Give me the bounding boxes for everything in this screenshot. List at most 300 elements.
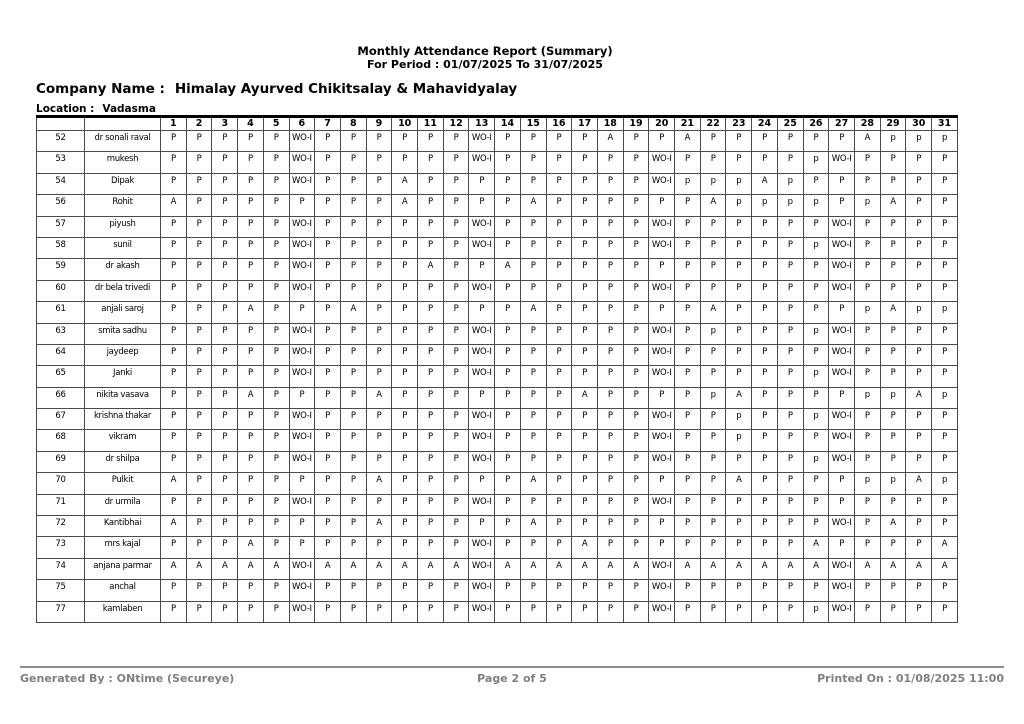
attendance-cell: P [520, 173, 546, 194]
attendance-cell: P [854, 516, 880, 537]
attendance-cell: P [161, 366, 187, 387]
employee-name-cell: mukesh [85, 152, 161, 173]
attendance-cell: P [443, 537, 469, 558]
attendance-cell: P [752, 601, 778, 622]
attendance-cell: P [315, 344, 341, 365]
attendance-cell: P [752, 473, 778, 494]
attendance-cell: P [752, 516, 778, 537]
attendance-cell: P [623, 302, 649, 323]
attendance-cell: P [932, 280, 958, 301]
attendance-cell: P [777, 216, 803, 237]
attendance-cell: P [161, 302, 187, 323]
attendance-cell: P [161, 259, 187, 280]
attendance-cell: P [520, 344, 546, 365]
employee-id-column-header [37, 117, 85, 131]
attendance-cell: P [469, 473, 495, 494]
attendance-cell: WO-I [289, 451, 315, 472]
attendance-cell: P [623, 580, 649, 601]
attendance-cell: WO-I [289, 344, 315, 365]
attendance-cell: P [597, 430, 623, 451]
attendance-cell: A [238, 537, 264, 558]
attendance-cell: P [854, 344, 880, 365]
day-header: 25 [777, 117, 803, 131]
attendance-cell: P [161, 387, 187, 408]
attendance-cell: A [572, 558, 598, 579]
attendance-cell: P [443, 601, 469, 622]
attendance-cell: P [752, 366, 778, 387]
attendance-cell: p [726, 409, 752, 430]
attendance-cell: P [212, 152, 238, 173]
attendance-cell: p [932, 473, 958, 494]
attendance-cell: P [340, 152, 366, 173]
attendance-cell: P [700, 601, 726, 622]
attendance-cell: P [623, 131, 649, 152]
company-name-value: Himalay Ayurved Chikitsalay & Mahavidyalay [174, 81, 518, 97]
attendance-cell: P [495, 516, 521, 537]
day-header: 14 [495, 117, 521, 131]
attendance-cell: P [649, 195, 675, 216]
attendance-cell: WO-I [289, 580, 315, 601]
attendance-cell: P [752, 131, 778, 152]
attendance-cell: P [161, 430, 187, 451]
attendance-cell: A [880, 558, 906, 579]
attendance-cell: P [520, 259, 546, 280]
attendance-cell: p [803, 366, 829, 387]
attendance-cell: P [597, 195, 623, 216]
attendance-cell: P [932, 430, 958, 451]
attendance-cell: WO-I [649, 601, 675, 622]
attendance-cell: P [520, 430, 546, 451]
attendance-cell: P [572, 237, 598, 258]
attendance-cell: P [238, 430, 264, 451]
attendance-cell: P [263, 216, 289, 237]
attendance-cell: P [443, 216, 469, 237]
day-header: 28 [854, 117, 880, 131]
attendance-cell: P [495, 601, 521, 622]
attendance-cell: WO-I [649, 558, 675, 579]
attendance-cell: P [238, 344, 264, 365]
attendance-cell: P [623, 473, 649, 494]
attendance-cell: P [418, 537, 444, 558]
attendance-cell: WO-I [829, 216, 855, 237]
attendance-cell: P [752, 387, 778, 408]
report-header [0, 44, 970, 72]
attendance-cell: P [495, 344, 521, 365]
attendance-cell: P [520, 152, 546, 173]
attendance-cell: P [546, 344, 572, 365]
attendance-cell: A [340, 302, 366, 323]
attendance-cell: P [777, 259, 803, 280]
employee-name-cell: dr akash [85, 259, 161, 280]
attendance-cell: p [777, 173, 803, 194]
attendance-cell: P [340, 259, 366, 280]
attendance-cell: P [932, 601, 958, 622]
attendance-cell: WO-I [289, 173, 315, 194]
employee-name-cell: dr urmila [85, 494, 161, 515]
attendance-cell: P [726, 280, 752, 301]
attendance-cell: WO-I [289, 259, 315, 280]
attendance-cell: P [315, 195, 341, 216]
attendance-cell: WO-I [829, 451, 855, 472]
attendance-cell: P [315, 131, 341, 152]
attendance-cell: P [803, 473, 829, 494]
attendance-cell: WO-I [289, 366, 315, 387]
attendance-cell: P [932, 409, 958, 430]
attendance-cell: P [392, 302, 418, 323]
attendance-cell: P [186, 409, 212, 430]
attendance-cell: P [520, 237, 546, 258]
employee-id-cell: 53 [37, 152, 85, 173]
attendance-cell: P [238, 173, 264, 194]
attendance-cell: P [443, 131, 469, 152]
attendance-cell: P [854, 280, 880, 301]
attendance-cell: P [752, 237, 778, 258]
report-period: For Period : 01/07/2025 To 31/07/2025 [367, 58, 603, 72]
attendance-cell: P [700, 451, 726, 472]
attendance-cell: P [880, 430, 906, 451]
attendance-cell: A [392, 195, 418, 216]
attendance-cell: A [366, 387, 392, 408]
attendance-cell: A [906, 473, 932, 494]
employee-id-cell: 66 [37, 387, 85, 408]
printed-on-text: Printed On : 01/08/2025 11:00 [817, 672, 1004, 685]
attendance-cell: WO-I [829, 558, 855, 579]
generated-by-text: Generated By : ONtime (Secureye) [20, 672, 235, 685]
attendance-cell: P [392, 131, 418, 152]
table-row [37, 537, 958, 558]
attendance-cell: P [186, 237, 212, 258]
attendance-cell: P [546, 302, 572, 323]
attendance-cell: P [675, 216, 701, 237]
attendance-cell: P [495, 537, 521, 558]
table-row [37, 409, 958, 430]
attendance-cell: P [700, 280, 726, 301]
attendance-cell: P [340, 494, 366, 515]
attendance-cell: A [932, 537, 958, 558]
attendance-cell: P [700, 216, 726, 237]
attendance-cell: WO-I [829, 516, 855, 537]
attendance-cell: P [623, 280, 649, 301]
attendance-cell: P [418, 580, 444, 601]
attendance-cell: P [520, 366, 546, 387]
attendance-cell: P [186, 516, 212, 537]
attendance-cell: p [700, 173, 726, 194]
attendance-cell: P [366, 537, 392, 558]
attendance-cell: A [700, 558, 726, 579]
attendance-cell: P [340, 516, 366, 537]
attendance-cell: P [546, 173, 572, 194]
attendance-cell: P [906, 237, 932, 258]
attendance-cell: P [597, 409, 623, 430]
employee-id-cell: 70 [37, 473, 85, 494]
attendance-cell: P [777, 237, 803, 258]
attendance-cell: P [932, 152, 958, 173]
attendance-cell: P [495, 580, 521, 601]
attendance-cell: A [161, 473, 187, 494]
attendance-cell: P [212, 409, 238, 430]
attendance-cell: P [829, 473, 855, 494]
attendance-cell: P [495, 280, 521, 301]
attendance-cell: A [880, 302, 906, 323]
attendance-cell: P [315, 537, 341, 558]
attendance-cell: P [700, 259, 726, 280]
day-header: 19 [623, 117, 649, 131]
attendance-cell: P [289, 516, 315, 537]
attendance-cell: A [803, 537, 829, 558]
attendance-cell: A [520, 558, 546, 579]
attendance-cell: P [803, 344, 829, 365]
company-name-label: Company Name : [36, 81, 165, 97]
attendance-cell: P [675, 152, 701, 173]
attendance-cell: P [906, 195, 932, 216]
attendance-cell: P [700, 494, 726, 515]
attendance-cell: A [366, 558, 392, 579]
attendance-cell: WO-I [469, 131, 495, 152]
attendance-cell: P [932, 237, 958, 258]
attendance-cell: P [752, 152, 778, 173]
attendance-cell: A [726, 558, 752, 579]
attendance-cell: P [752, 323, 778, 344]
attendance-cell: P [675, 430, 701, 451]
attendance-cell: P [623, 237, 649, 258]
attendance-cell: P [572, 473, 598, 494]
attendance-cell: WO-I [469, 580, 495, 601]
attendance-cell: P [186, 302, 212, 323]
attendance-cell: WO-I [649, 216, 675, 237]
attendance-cell: P [366, 259, 392, 280]
attendance-cell: P [212, 131, 238, 152]
day-header: 5 [263, 117, 289, 131]
attendance-cell: P [443, 280, 469, 301]
attendance-cell: P [854, 152, 880, 173]
attendance-cell: WO-I [469, 430, 495, 451]
attendance-cell: P [392, 451, 418, 472]
day-header: 23 [726, 117, 752, 131]
attendance-cell: A [495, 259, 521, 280]
attendance-cell: P [572, 580, 598, 601]
attendance-cell: A [366, 473, 392, 494]
attendance-cell: P [238, 409, 264, 430]
attendance-cell: A [520, 195, 546, 216]
attendance-cell: P [495, 387, 521, 408]
attendance-cell: P [752, 537, 778, 558]
attendance-cell: P [803, 580, 829, 601]
attendance-cell: P [186, 259, 212, 280]
attendance-cell: P [726, 216, 752, 237]
attendance-cell: P [777, 302, 803, 323]
attendance-cell: P [366, 430, 392, 451]
attendance-cell: P [546, 430, 572, 451]
attendance-cell: p [700, 387, 726, 408]
attendance-cell: P [443, 580, 469, 601]
attendance-cell: P [186, 323, 212, 344]
day-header: 8 [340, 117, 366, 131]
attendance-cell: P [829, 387, 855, 408]
attendance-cell: A [418, 259, 444, 280]
attendance-cell: P [829, 537, 855, 558]
attendance-cell: p [932, 302, 958, 323]
table-row [37, 237, 958, 258]
attendance-cell: P [572, 344, 598, 365]
attendance-cell: P [597, 580, 623, 601]
attendance-cell: WO-I [649, 430, 675, 451]
attendance-cell: P [726, 323, 752, 344]
day-header: 22 [700, 117, 726, 131]
attendance-cell: P [238, 259, 264, 280]
attendance-cell: P [623, 409, 649, 430]
attendance-cell: P [906, 344, 932, 365]
attendance-cell: P [315, 237, 341, 258]
attendance-cell: A [726, 387, 752, 408]
attendance-cell: P [186, 494, 212, 515]
attendance-cell: P [777, 601, 803, 622]
attendance-cell: P [212, 516, 238, 537]
attendance-cell: P [726, 516, 752, 537]
attendance-cell: P [315, 280, 341, 301]
attendance-cell: P [726, 131, 752, 152]
attendance-cell: P [238, 366, 264, 387]
attendance-cell: P [906, 601, 932, 622]
employee-id-cell: 75 [37, 580, 85, 601]
attendance-cell: P [161, 323, 187, 344]
attendance-cell: A [546, 558, 572, 579]
attendance-cell: P [161, 237, 187, 258]
table-row [37, 152, 958, 173]
attendance-cell: P [675, 537, 701, 558]
attendance-cell: P [340, 195, 366, 216]
attendance-cell: P [186, 216, 212, 237]
attendance-cell: A [186, 558, 212, 579]
attendance-cell: P [854, 323, 880, 344]
attendance-cell: P [212, 387, 238, 408]
table-row [37, 344, 958, 365]
attendance-cell: P [340, 366, 366, 387]
attendance-cell: p [752, 195, 778, 216]
attendance-cell: P [597, 344, 623, 365]
attendance-cell: P [340, 131, 366, 152]
attendance-cell: P [212, 216, 238, 237]
attendance-cell: A [495, 558, 521, 579]
attendance-cell: WO-I [469, 601, 495, 622]
attendance-cell: A [366, 516, 392, 537]
day-header: 15 [520, 117, 546, 131]
day-header: 26 [803, 117, 829, 131]
attendance-cell: A [340, 558, 366, 579]
attendance-cell: P [212, 344, 238, 365]
attendance-cell: WO-I [649, 280, 675, 301]
attendance-cell: P [366, 173, 392, 194]
attendance-cell: WO-I [289, 323, 315, 344]
attendance-cell: P [700, 473, 726, 494]
attendance-cell: P [418, 516, 444, 537]
attendance-cell: P [906, 516, 932, 537]
attendance-cell: P [546, 323, 572, 344]
attendance-cell: P [495, 195, 521, 216]
attendance-cell: P [340, 473, 366, 494]
employee-id-cell: 74 [37, 558, 85, 579]
attendance-cell: A [238, 558, 264, 579]
attendance-cell: P [623, 387, 649, 408]
attendance-cell: P [854, 537, 880, 558]
day-header: 11 [418, 117, 444, 131]
attendance-cell: P [212, 473, 238, 494]
attendance-cell: WO-I [829, 323, 855, 344]
attendance-cell: P [803, 173, 829, 194]
attendance-cell: P [315, 494, 341, 515]
attendance-cell: P [263, 152, 289, 173]
attendance-cell: p [803, 195, 829, 216]
attendance-cell: P [546, 537, 572, 558]
attendance-cell: P [443, 344, 469, 365]
attendance-cell: P [546, 494, 572, 515]
attendance-cell: P [418, 237, 444, 258]
attendance-cell: P [752, 494, 778, 515]
attendance-cell: P [212, 601, 238, 622]
attendance-cell: P [623, 601, 649, 622]
attendance-cell: P [880, 494, 906, 515]
attendance-cell: P [392, 601, 418, 622]
attendance-cell: P [649, 302, 675, 323]
attendance-cell: WO-I [289, 131, 315, 152]
attendance-cell: P [315, 323, 341, 344]
attendance-cell: P [186, 580, 212, 601]
attendance-cell: WO-I [289, 280, 315, 301]
table-row [37, 259, 958, 280]
attendance-cell: A [161, 558, 187, 579]
location-label: Location : [36, 103, 95, 115]
attendance-cell: P [546, 237, 572, 258]
employee-name-cell: anchal [85, 580, 161, 601]
attendance-cell: A [212, 558, 238, 579]
attendance-cell: P [443, 195, 469, 216]
attendance-cell: P [623, 451, 649, 472]
attendance-cell: P [546, 152, 572, 173]
attendance-cell: P [880, 366, 906, 387]
attendance-cell: P [932, 451, 958, 472]
table-row [37, 601, 958, 622]
attendance-cell: P [572, 516, 598, 537]
attendance-cell: P [726, 366, 752, 387]
attendance-cell: P [263, 259, 289, 280]
attendance-cell: P [906, 409, 932, 430]
attendance-cell: P [366, 237, 392, 258]
attendance-cell: P [418, 366, 444, 387]
attendance-cell: P [418, 601, 444, 622]
attendance-cell: P [572, 302, 598, 323]
attendance-cell: P [212, 323, 238, 344]
attendance-table [36, 115, 958, 623]
attendance-cell: P [803, 387, 829, 408]
day-header: 24 [752, 117, 778, 131]
attendance-cell: P [880, 409, 906, 430]
attendance-cell: P [212, 173, 238, 194]
day-header: 31 [932, 117, 958, 131]
attendance-cell: P [906, 152, 932, 173]
attendance-cell: A [161, 516, 187, 537]
attendance-cell: P [546, 259, 572, 280]
attendance-cell: P [212, 302, 238, 323]
attendance-cell: P [443, 302, 469, 323]
attendance-cell: A [520, 516, 546, 537]
attendance-cell: P [392, 323, 418, 344]
attendance-cell: P [520, 216, 546, 237]
attendance-cell: P [392, 580, 418, 601]
attendance-cell: P [752, 409, 778, 430]
attendance-cell: P [418, 430, 444, 451]
attendance-cell: P [469, 195, 495, 216]
attendance-cell: P [238, 131, 264, 152]
attendance-cell: P [597, 366, 623, 387]
